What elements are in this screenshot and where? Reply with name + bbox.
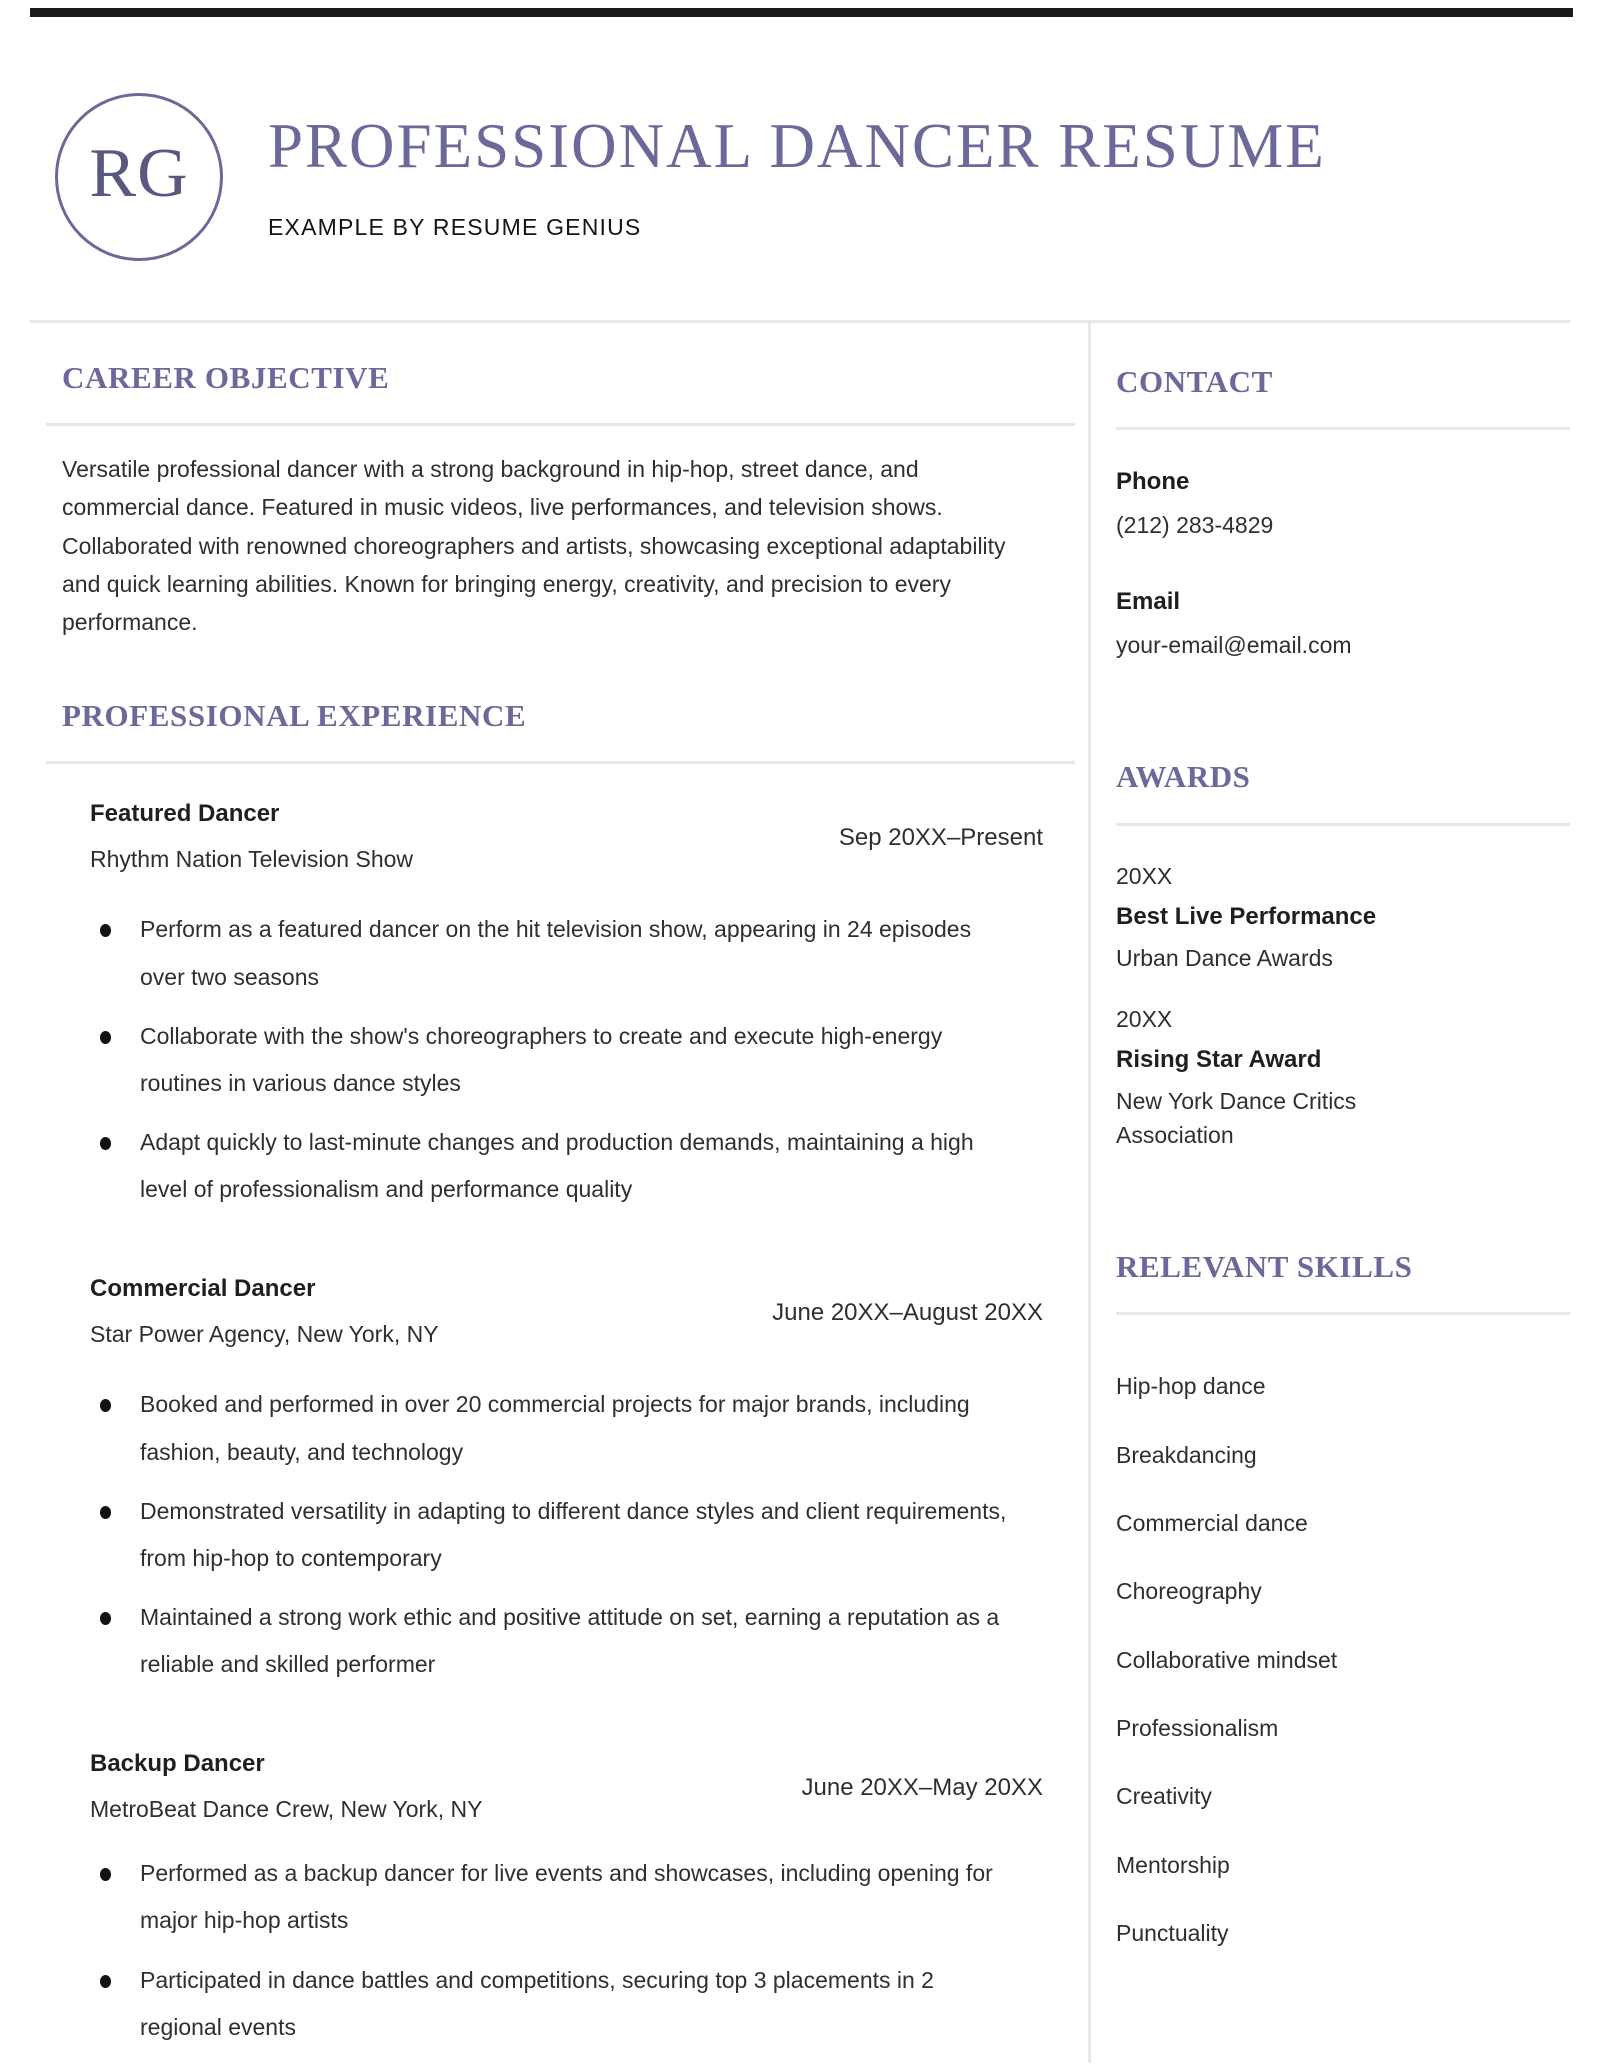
skill-item: Mentorship xyxy=(1116,1851,1230,1878)
career-objective-text: Versatile professional dancer with a strong background in hip-hop, street dance, and commercial dance. Featured in music videos, live performances, and television shows. Collaborated with renowned choreographers and artists, showcasing exceptional adaptability and quick learning abilities. Known for bringing energy, creativity, and precision to every performance. xyxy=(62,456,1006,635)
job-header xyxy=(90,1750,1043,1826)
job-company: Rhythm Nation Television Show xyxy=(90,846,414,873)
job-header xyxy=(90,800,1043,876)
job-bullet: Perform as a featured dancer on the hit television show, appearing in 24 episodes over two seasons xyxy=(90,906,1020,1000)
job-company: Star Power Agency, New York, NY xyxy=(90,1321,439,1348)
job-entry xyxy=(62,1275,1043,1688)
header-text xyxy=(268,113,1326,240)
rg-logo xyxy=(55,93,223,261)
skill-item: Creativity xyxy=(1116,1783,1212,1810)
job-entry xyxy=(62,800,1043,1213)
award-entry xyxy=(1116,860,1570,976)
page-title: PROFESSIONAL DANCER RESUME xyxy=(268,111,1326,182)
job-bullet: Booked and performed in over 20 commercial projects for major brands, including fashion, beauty, and technology xyxy=(90,1381,1020,1475)
section-relevant-skills xyxy=(1116,1248,1570,1950)
page-subtitle: EXAMPLE BY RESUME GENIUS xyxy=(268,213,642,240)
career-objective-heading: CAREER OBJECTIVE xyxy=(62,360,390,395)
section-rule xyxy=(1116,823,1570,826)
skill-item: Commercial dance xyxy=(1116,1509,1308,1536)
award-entry xyxy=(1116,1003,1570,1152)
job-bullet-list xyxy=(90,906,1043,1213)
skill-item: Choreography xyxy=(1116,1578,1262,1605)
email-label: Email xyxy=(1116,588,1181,616)
award-year: 20XX xyxy=(1116,862,1173,889)
skill-item: Hip-hop dance xyxy=(1116,1373,1266,1400)
job-title-block xyxy=(90,800,413,876)
skill-item: Professionalism xyxy=(1116,1714,1279,1741)
job-bullet-list xyxy=(90,1850,1043,2051)
section-rule xyxy=(46,761,1075,764)
skill-item: Collaborative mindset xyxy=(1116,1646,1338,1673)
rg-logo-monogram: RG xyxy=(89,135,189,212)
section-career-objective xyxy=(62,359,1043,641)
job-title-block xyxy=(90,1750,482,1826)
job-entry xyxy=(62,1750,1043,2051)
job-title: Backup Dancer xyxy=(90,1750,265,1778)
award-organization: New York Dance Critics Association xyxy=(1116,1088,1357,1148)
header xyxy=(0,0,1600,320)
main-column xyxy=(30,323,1088,2063)
job-dates: Sep 20XX–Present xyxy=(838,824,1043,852)
contact-heading: CONTACT xyxy=(1116,364,1273,399)
awards-heading: AWARDS xyxy=(1116,759,1251,795)
content-columns xyxy=(30,323,1570,2063)
section-rule xyxy=(1116,427,1570,430)
skill-item: Punctuality xyxy=(1116,1920,1229,1946)
phone-value: (212) 283-4829 xyxy=(1116,511,1274,538)
section-rule xyxy=(1116,1312,1570,1315)
award-year: 20XX xyxy=(1116,1006,1173,1033)
section-contact xyxy=(1116,363,1570,662)
job-header xyxy=(90,1275,1043,1351)
sidebar-column xyxy=(1091,323,1570,2063)
relevant-skills-heading: RELEVANT SKILLS xyxy=(1116,1249,1413,1285)
phone-label: Phone xyxy=(1116,468,1190,496)
award-organization: Urban Dance Awards xyxy=(1116,944,1333,971)
job-bullet: Participated in dance battles and competitions, securing top 3 placements in 2 regional events xyxy=(90,1957,1020,2051)
job-title-block xyxy=(90,1275,439,1351)
job-title: Commercial Dancer xyxy=(90,1275,316,1303)
job-dates: June 20XX–May 20XX xyxy=(801,1774,1043,1802)
section-rule xyxy=(46,423,1075,426)
section-awards xyxy=(1116,758,1570,1152)
job-bullet: Maintained a strong work ethic and positive attitude on set, earning a reputation as a reliable and skilled performer xyxy=(90,1594,1020,1688)
job-bullet: Adapt quickly to last-minute changes and production demands, maintaining a high level of professionalism and performance quality xyxy=(90,1119,1020,1213)
skill-item: Breakdancing xyxy=(1116,1441,1257,1468)
job-bullet: Collaborate with the show's choreographers to create and execute high-energy routines in various dance styles xyxy=(90,1013,1020,1107)
job-company: MetroBeat Dance Crew, New York, NY xyxy=(90,1796,483,1822)
award-name: Rising Star Award xyxy=(1116,1046,1322,1074)
job-bullet: Performed as a backup dancer for live events and showcases, including opening for major hip-hop artists xyxy=(90,1850,1020,1944)
job-bullet: Demonstrated versatility in adapting to different dance styles and client requirements, from hip-hop to contemporary xyxy=(90,1488,1020,1582)
email-value: your-email@email.com xyxy=(1116,632,1352,659)
job-title: Featured Dancer xyxy=(90,800,280,828)
job-bullet-list xyxy=(90,1381,1043,1688)
professional-experience-heading: PROFESSIONAL EXPERIENCE xyxy=(62,698,527,734)
page-top-border xyxy=(30,8,1573,17)
job-dates: June 20XX–August 20XX xyxy=(772,1299,1043,1327)
award-name: Best Live Performance xyxy=(1116,902,1377,930)
section-professional-experience xyxy=(62,697,1043,2051)
